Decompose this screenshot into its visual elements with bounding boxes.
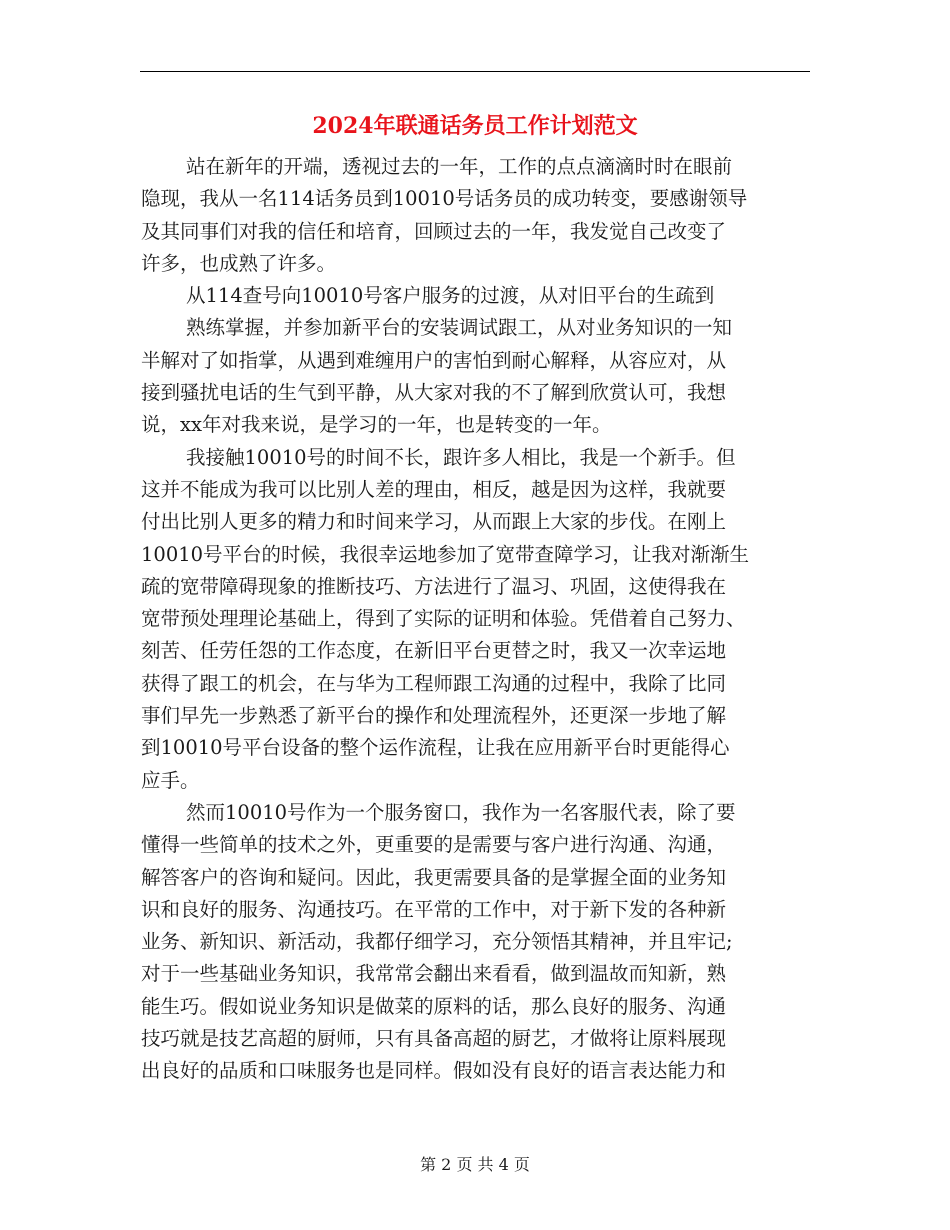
- document-body: [141, 151, 811, 1088]
- text-line: 及其同事们对我的信任和培育，回顾过去的一年，我发觉自己改变了: [141, 219, 727, 243]
- text-line: 宽带预处理理论基础上，得到了实际的证明和体验。凭借着自己努力、: [141, 607, 746, 631]
- text-line: 隐现，我从一名114话务员到10010号话务员的成功转变，要感谢领导: [141, 187, 748, 211]
- text-line: 半解对了如指掌，从遇到难缠用户的害怕到耐心解释，从容应对，从: [141, 348, 727, 372]
- text-line: 熟练掌握，并参加新平台的安装调试跟工，从对业务知识的一知: [186, 316, 733, 340]
- text-line: 识和良好的服务、沟通技巧。在平常的工作中，对于新下发的各种新: [141, 897, 727, 921]
- text-line: 技巧就是技艺高超的厨师，只有具备高超的厨艺，才做将让原料展现: [141, 1027, 727, 1051]
- text-line: 业务、新知识、新活动，我都仔细学习，充分领悟其精神，并且牢记;: [141, 930, 733, 954]
- text-line: 事们早先一步熟悉了新平台的操作和处理流程外，还更深一步地了解: [141, 704, 727, 728]
- text-line: 站在新年的开端，透视过去的一年，工作的点点滴滴时时在眼前: [186, 155, 733, 178]
- text-line: 懂得一些简单的技术之外，更重要的是需要与客户进行沟通、沟通，: [141, 833, 727, 857]
- page-number: 第 2 页 共 4 页: [420, 1155, 530, 1174]
- text-line: 10010号平台的时候，我很幸运地参加了宽带查障学习，让我对渐渐生: [141, 542, 750, 566]
- document-title: 2024年联通话务员工作计划范文: [312, 113, 638, 139]
- header-rule: [140, 71, 810, 72]
- text-line: 这并不能成为我可以比别人差的理由，相反，越是因为这样，我就要: [141, 477, 727, 501]
- text-line: 我接触10010号的时间不长，跟许多人相比，我是一个新手。但: [186, 445, 736, 469]
- text-line: 解答客户的咨询和疑问。因此，我更需要具备的是掌握全面的业务知: [141, 865, 727, 889]
- text-line: 到10010号平台设备的整个运作流程，让我在应用新平台时更能得心: [141, 736, 730, 760]
- text-line: 许多，也成熟了许多。: [141, 251, 337, 275]
- text-line: 付出比别人更多的精力和时间来学习，从而跟上大家的步伐。在刚上: [141, 510, 727, 534]
- text-line: 疏的宽带障碍现象的推断技巧、方法进行了温习、巩固，这使得我在: [141, 574, 727, 598]
- text-line: 刻苦、任劳任怨的工作态度，在新旧平台更替之时，我又一次幸运地: [141, 639, 727, 663]
- text-line: 获得了跟工的机会，在与华为工程师跟工沟通的过程中，我除了比同: [141, 671, 727, 695]
- text-line: 能生巧。假如说业务知识是做菜的原料的话，那么良好的服务、沟通: [141, 994, 727, 1018]
- text-line: 说，xx年对我来说，是学习的一年，也是转变的一年。: [141, 413, 612, 437]
- text-line: 对于一些基础业务知识，我常常会翻出来看看，做到温故而知新，熟: [141, 962, 727, 986]
- text-line: 然而10010号作为一个服务窗口，我作为一名客服代表，除了要: [186, 800, 736, 824]
- text-line: 应手。: [141, 768, 200, 792]
- text-line: 接到骚扰电话的生气到平静，从大家对我的不了解到欣赏认可，我想: [141, 381, 727, 405]
- text-line: 出良好的品质和口味服务也是同样。假如没有良好的语言表达能力和: [141, 1059, 727, 1083]
- text-line: 从114查号向10010号客户服务的过渡，从对旧平台的生疏到: [186, 284, 715, 308]
